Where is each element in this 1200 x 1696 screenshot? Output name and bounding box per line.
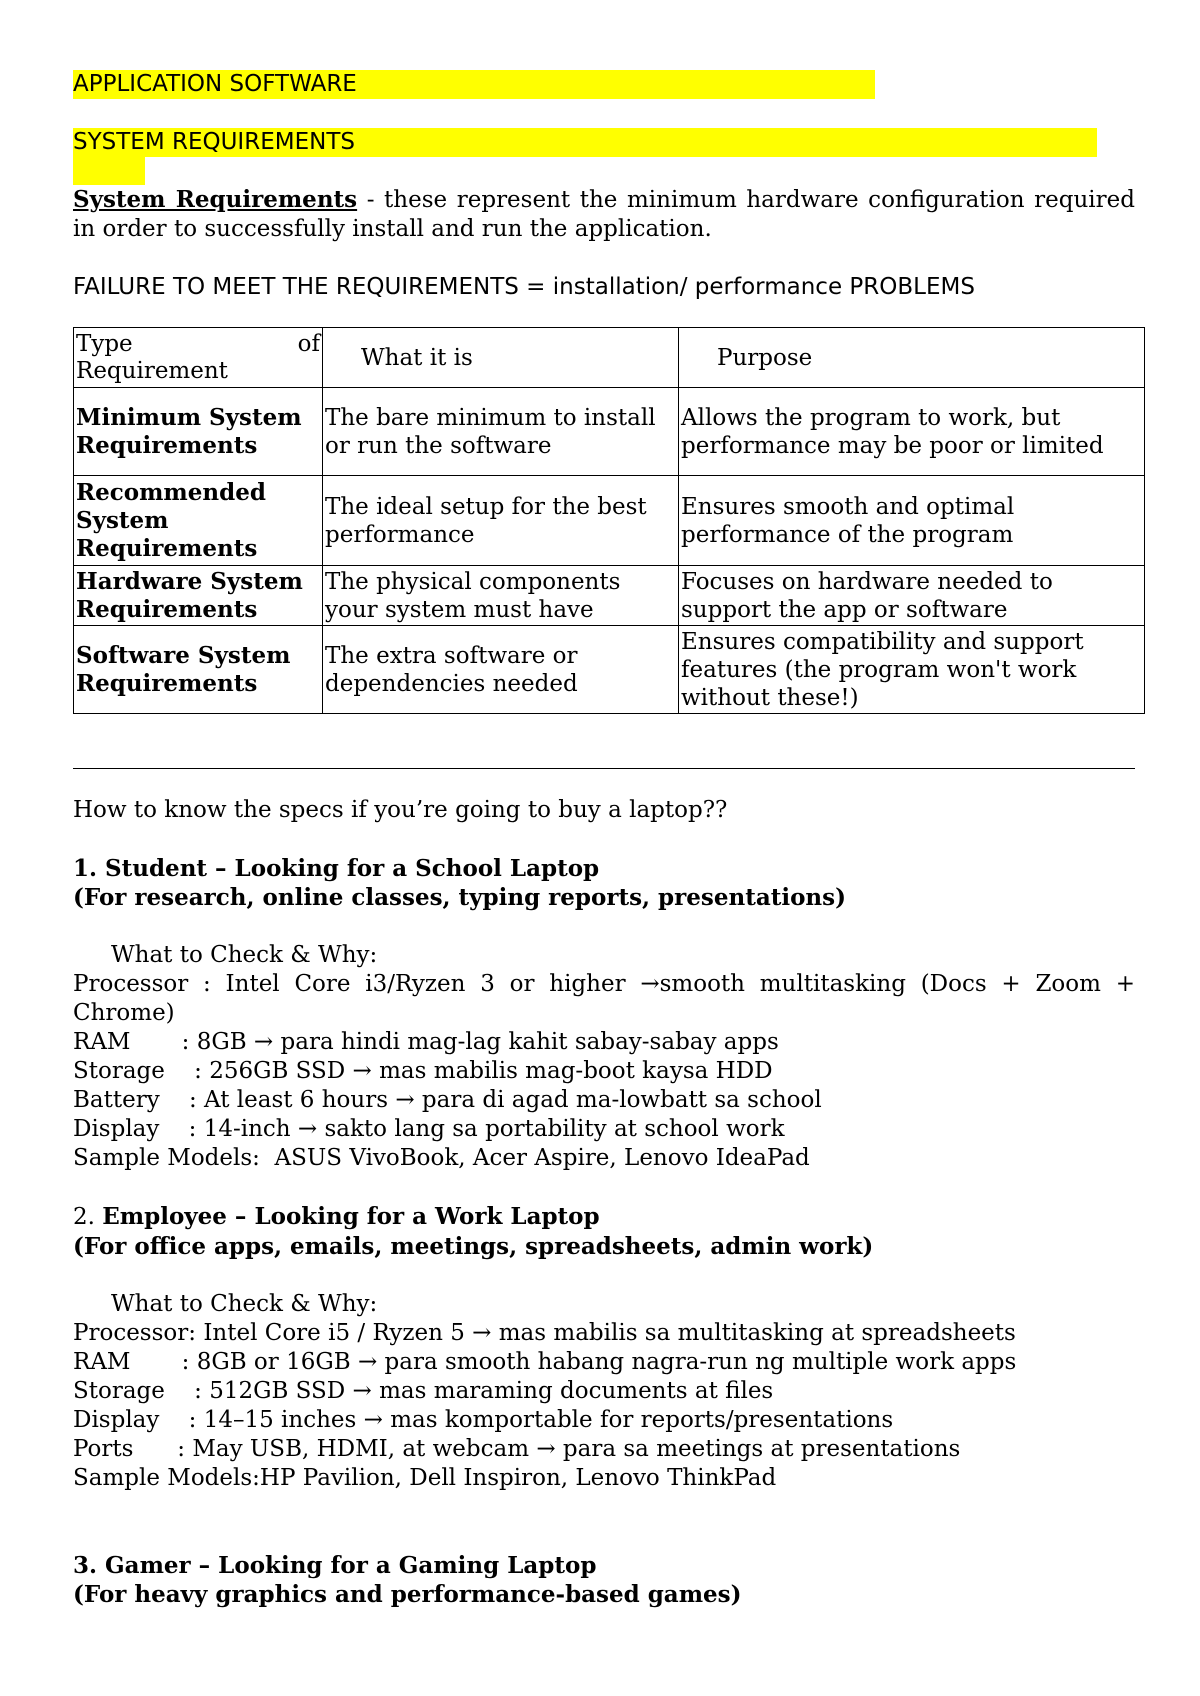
row-what-cell: The physical components your system must have xyxy=(323,566,679,626)
section1-line: Processor : Intel Core i3/Ryzen 3 or higher →smooth multitasking (Docs + Zoom + Chrome) xyxy=(73,971,1135,1026)
section2-line: Display : 14–15 inches → mas komportable for reports/presentations xyxy=(73,1407,894,1433)
table-row xyxy=(74,476,1145,566)
document-page xyxy=(73,70,1135,1609)
header-what-it-is: What it is xyxy=(323,328,679,388)
section3-sub: (For heavy graphics and performance-based games) xyxy=(73,1581,742,1608)
section3-heading: . Gamer – Looking for a Gaming Laptop xyxy=(89,1552,597,1579)
row-purpose-cell: Ensures compatibility and support features (the program won't work without these!) xyxy=(679,626,1145,714)
row-what-cell: The ideal setup for the best performance xyxy=(323,476,679,566)
question-line: How to know the specs if you’re going to buy a laptop?? xyxy=(73,797,728,823)
section2-heading-line xyxy=(73,1202,1135,1232)
section1-line: Sample Models: ASUS VivoBook, Acer Aspire, Lenovo IdeaPad xyxy=(73,1145,810,1171)
row-purpose-cell: Allows the program to work, but performance may be poor or limited xyxy=(679,388,1145,476)
section3-num: 3 xyxy=(73,1552,90,1579)
definition-paragraph xyxy=(73,185,1135,244)
section2-heading: Employee – Looking for a Work Laptop xyxy=(102,1203,600,1230)
section1-check: What to Check & Why: xyxy=(111,942,378,968)
row-type-cell: Hardware System Requirements xyxy=(74,566,323,626)
section1-sub: (For research, online classes, typing reports, presentations) xyxy=(73,884,846,911)
table-row xyxy=(74,626,1145,714)
horizontal-rule xyxy=(73,768,1135,769)
row-what-cell: The bare minimum to install or run the software xyxy=(323,388,679,476)
section2-line: Storage : 512GB SSD → mas maraming documents at files xyxy=(73,1378,774,1404)
title-system-requirements: SYSTEM REQUIREMENTS xyxy=(73,128,1097,157)
section2-line: Sample Models:HP Pavilion, Dell Inspiron, Lenovo ThinkPad xyxy=(73,1465,777,1491)
row-what-cell: The extra software or dependencies needed xyxy=(323,626,679,714)
header-type-of-requirement: Type of Requirement xyxy=(74,328,323,388)
section1-line: Battery : At least 6 hours → para di agad ma-lowbatt sa school xyxy=(73,1087,822,1113)
table-row xyxy=(74,566,1145,626)
requirements-table xyxy=(73,327,1145,714)
highlight-tail xyxy=(73,157,145,185)
row-purpose-cell: Ensures smooth and optimal performance of the program xyxy=(679,476,1145,566)
section2-num: 2. xyxy=(73,1204,103,1230)
definition-term: System Requirements xyxy=(73,186,358,213)
section2-sub: (For office apps, emails, meetings, spreadsheets, admin work) xyxy=(73,1233,874,1260)
header-purpose: Purpose xyxy=(679,328,1145,388)
section2-check: What to Check & Why: xyxy=(111,1291,378,1317)
section2-line: Ports : May USB, HDMI, at webcam → para sa meetings at presentations xyxy=(73,1436,961,1462)
section1-line: Display : 14-inch → sakto lang sa portability at school work xyxy=(73,1116,785,1142)
section2-line: Processor: Intel Core i5 / Ryzen 5 → mas mabilis sa multitasking at spreadsheets xyxy=(73,1320,1016,1346)
definition-text: - these represent the minimum hardware configuration required in order to successfully install and run the application. xyxy=(73,187,1135,242)
row-type-cell: Recommended System Requirements xyxy=(74,476,323,566)
table-header-row xyxy=(74,328,1145,388)
section1-heading: 1. Student – Looking for a School Laptop xyxy=(73,855,600,882)
section2-line: RAM : 8GB or 16GB → para smooth habang nagra-run ng multiple work apps xyxy=(73,1349,1017,1375)
title-application-software: APPLICATION SOFTWARE xyxy=(73,70,875,99)
row-type-cell: Minimum System Requirements xyxy=(74,388,323,476)
section3-heading-line xyxy=(73,1551,1135,1580)
failure-line: FAILURE TO MEET THE REQUIREMENTS = installation/ performance PROBLEMS xyxy=(73,274,975,300)
row-purpose-cell: Focuses on hardware needed to support the app or software xyxy=(679,566,1145,626)
table-row xyxy=(74,388,1145,476)
row-type-cell: Software System Requirements xyxy=(74,626,323,714)
section1-line: RAM : 8GB → para hindi mag-lag kahit sabay-sabay apps xyxy=(73,1029,779,1055)
section1-line: Storage : 256GB SSD → mas mabilis mag-boot kaysa HDD xyxy=(73,1058,773,1084)
